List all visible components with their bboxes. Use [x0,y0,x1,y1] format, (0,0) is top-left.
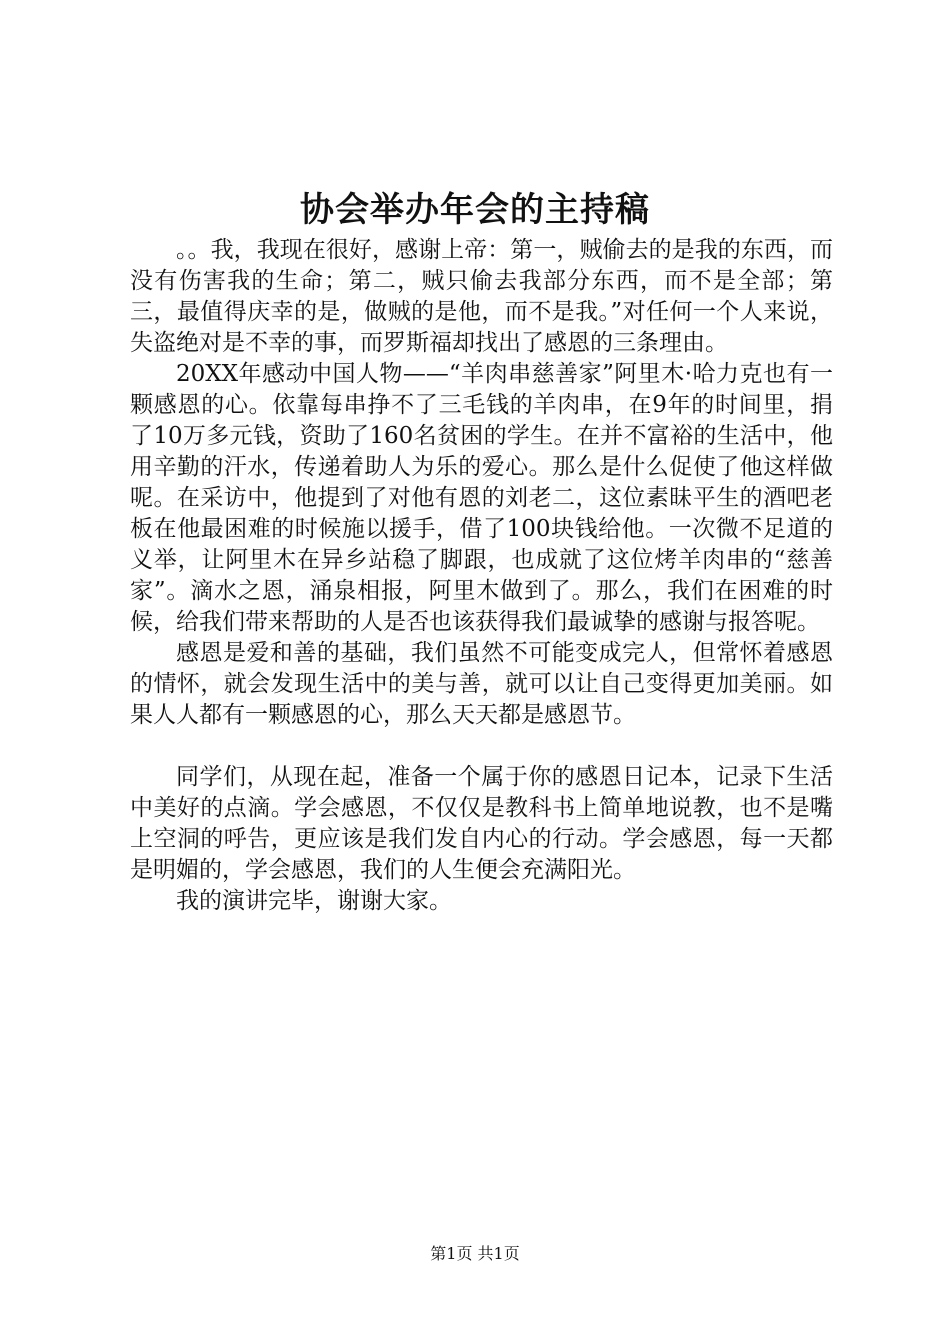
paragraph-4: 同学们，从现在起，准备一个属于你的感恩日记本，记录下生活中美好的点滴。学会感恩，不仅仅是教科书上简单地说教，也不是嘴上空洞的呼告，更应该是我们发自内心的行动。学会感恩，每一天都是明媚的，学会感恩，我们的人生便会充满阳光。 [130,764,833,883]
paragraph-5: 我的演讲完毕，谢谢大家。 [176,888,452,914]
page-number-footer: 第1页 共1页 [430,1244,520,1263]
document-title: 协会举办年会的主持稿 [300,190,650,230]
document-body [130,235,833,917]
paragraph-2: 20XX年感动中国人物——“羊肉串慈善家”阿里木·哈力克也有一颗感恩的心。依靠每串挣不了三毛钱的羊肉串，在9年的时间里，捐了10万多元钱，资助了160名贫困的学生。在并不富裕的生活中，他用辛勤的汗水，传递着助人为乐的爱心。那么是什么促使了他这样做呢。在采访中，他提到了对他有恩的刘老二，这位素昧平生的酒吧老板在他最困难的时候施以援手，借了100块钱给他。一次微不足道的义举，让阿里木在异乡站稳了脚跟，也成就了这位烤羊肉串的“慈善家”。滴水之恩，涌泉相报，阿里木做到了。那么，我们在困难的时候，给我们带来帮助的人是否也该获得我们最诚挚的感谢与报答呢。 [130,361,833,635]
paragraph-1: 。。我，我现在很好，感谢上帝：第一，贼偷去的是我的东西，而没有伤害我的生命；第二，贼只偷去我部分东西，而不是全部；第三，最值得庆幸的是，做贼的是他，而不是我。”对任何一个人来说，失盗绝对是不幸的事，而罗斯福却找出了感恩的三条理由。 [130,237,833,356]
paragraph-3: 感恩是爱和善的基础，我们虽然不可能变成完人，但常怀着感恩的情怀，就会发现生活中的美与善，就可以让自己变得更加美丽。如果人人都有一颗感恩的心，那么天天都是感恩节。 [130,640,833,728]
